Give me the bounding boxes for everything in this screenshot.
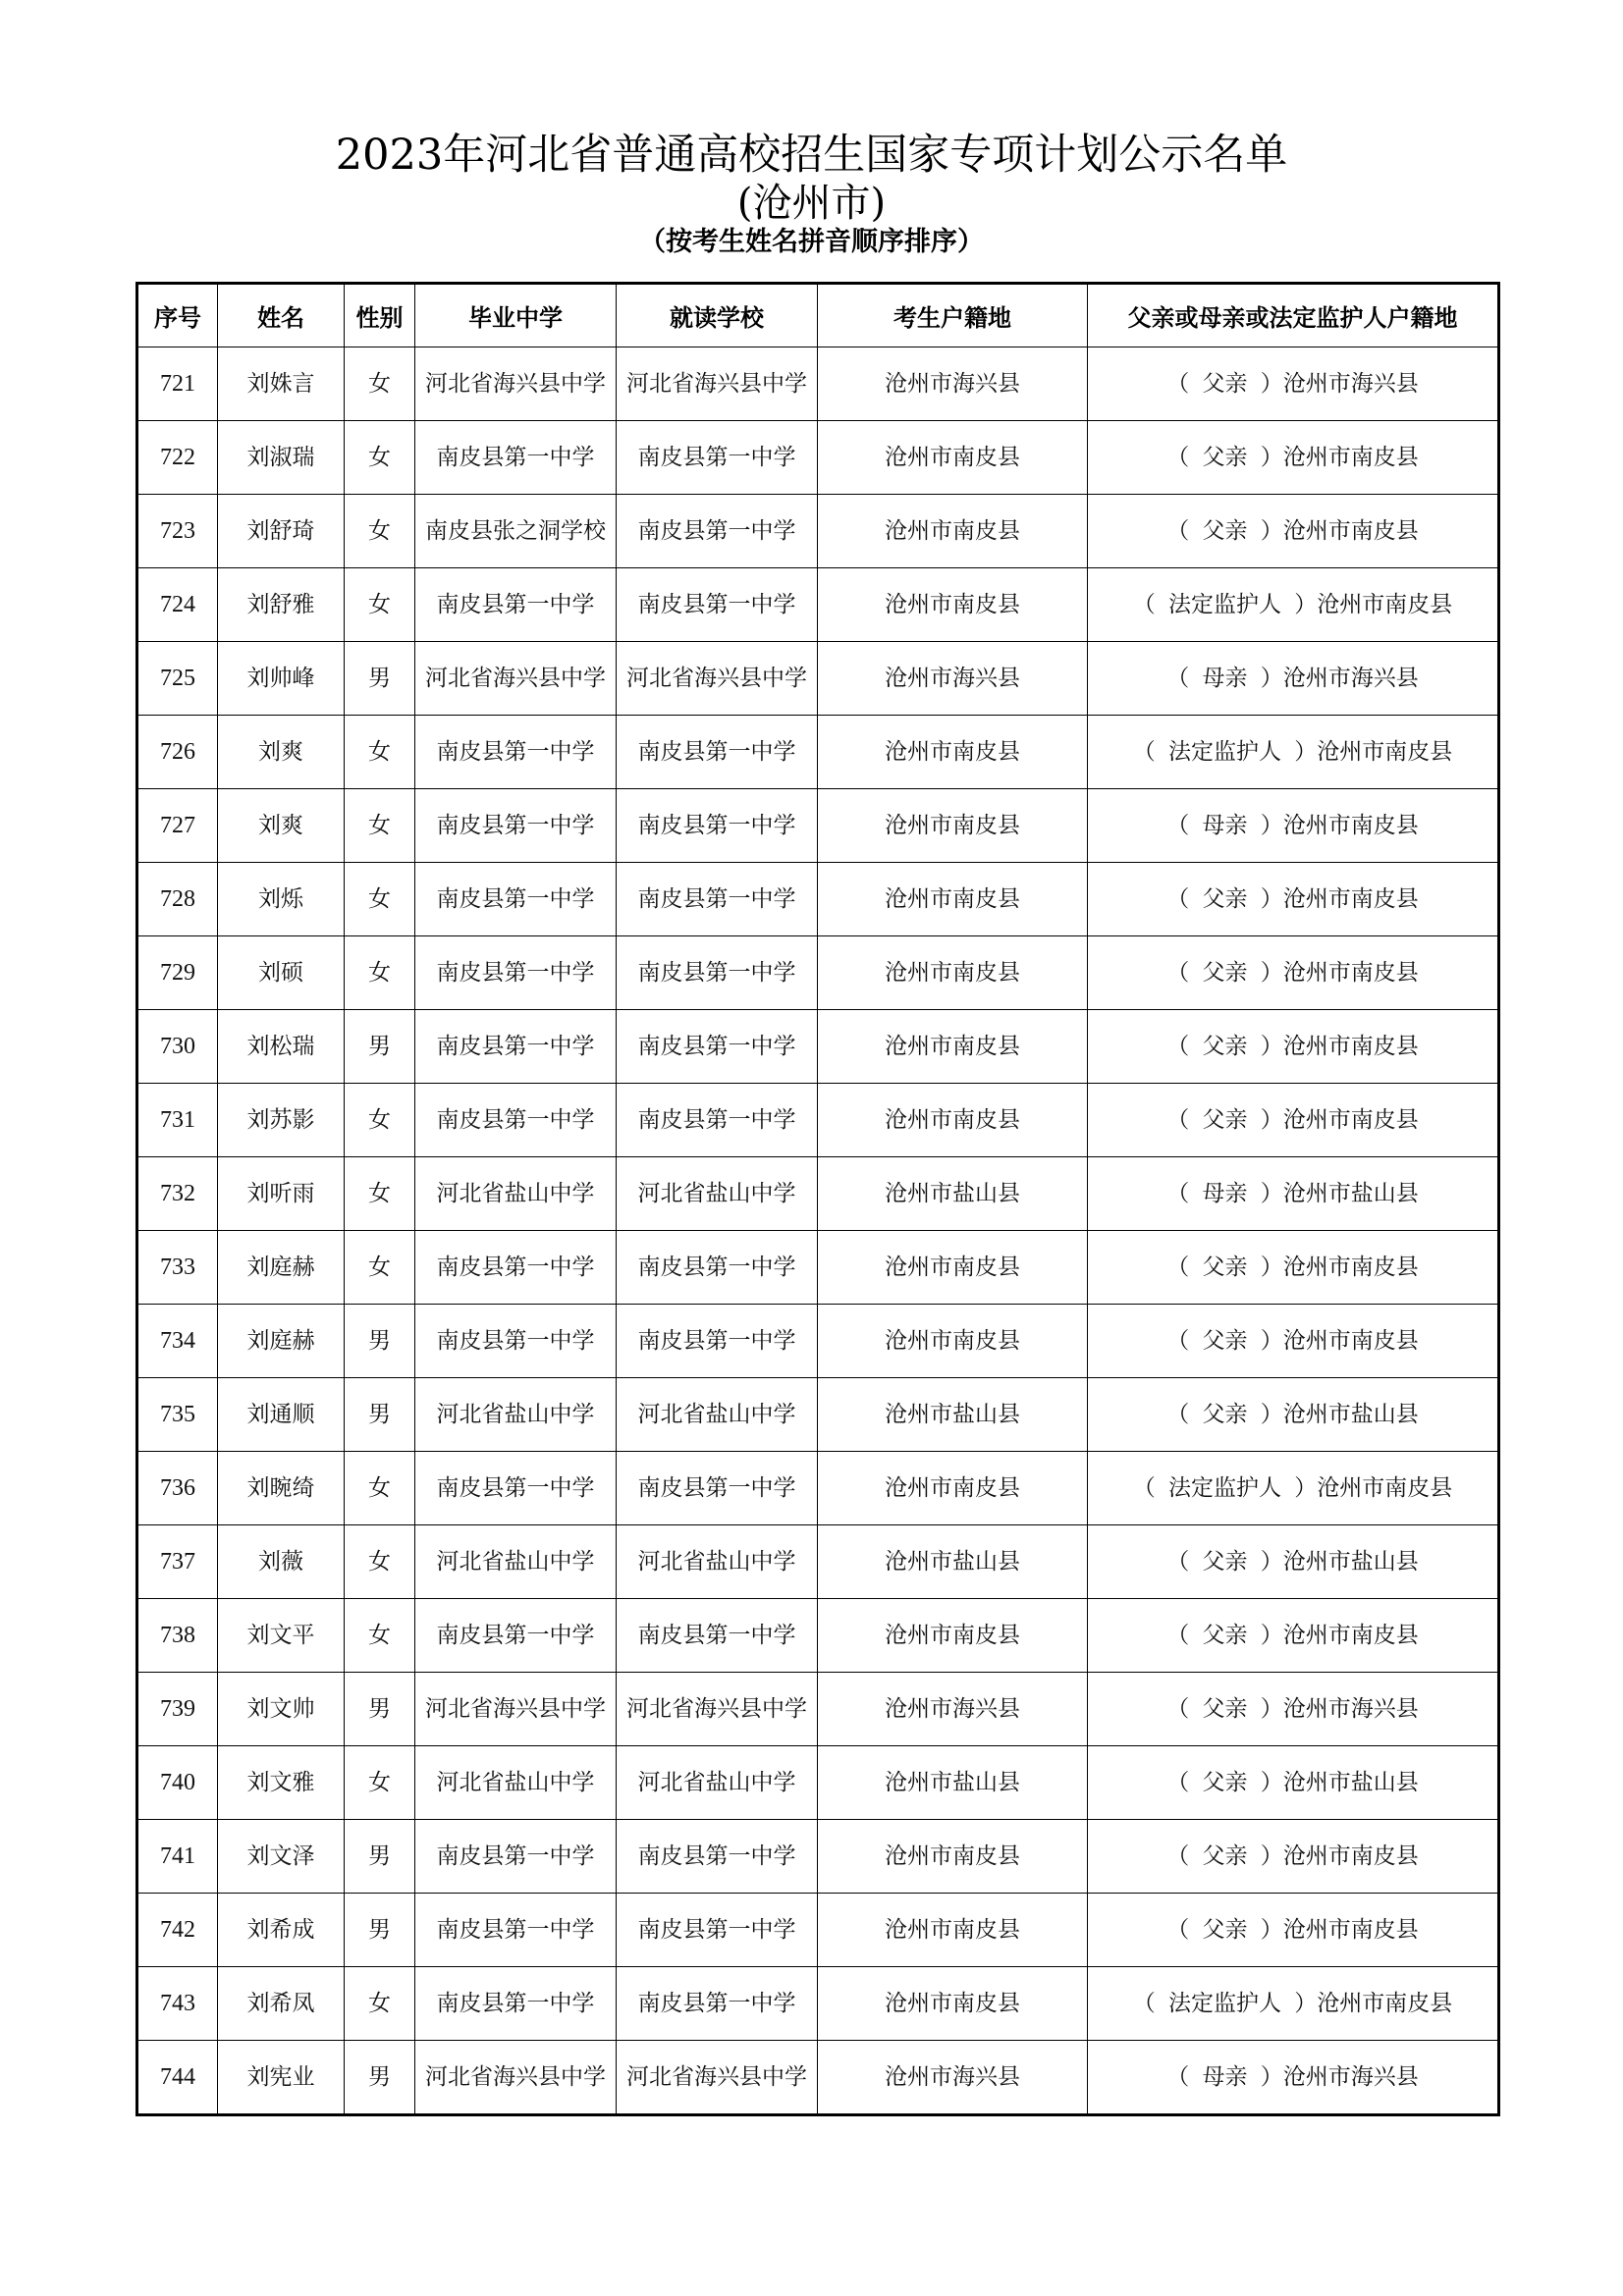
- cell-seq: 723: [137, 495, 218, 568]
- cell-name: 刘爽: [218, 789, 345, 863]
- table-row: [137, 1820, 1499, 1894]
- cell-gender: 女: [345, 568, 415, 642]
- cell-seq: 737: [137, 1525, 218, 1599]
- admission-list-table: [135, 282, 1500, 2116]
- cell-gender: 女: [345, 936, 415, 1010]
- table-row: [137, 2041, 1499, 2115]
- cell-guardian-hukou: （ 父亲 ）沧州市南皮县: [1088, 1820, 1499, 1894]
- header-name: 姓名: [218, 284, 345, 347]
- cell-student-hukou: 沧州市南皮县: [818, 1820, 1088, 1894]
- cell-student-hukou: 沧州市南皮县: [818, 1894, 1088, 1967]
- cell-graduation-school: 河北省盐山中学: [415, 1746, 617, 1820]
- cell-name: 刘帅峰: [218, 642, 345, 716]
- cell-seq: 724: [137, 568, 218, 642]
- cell-seq: 731: [137, 1084, 218, 1157]
- cell-seq: 721: [137, 347, 218, 421]
- cell-guardian-hukou: （ 父亲 ）沧州市南皮县: [1088, 1084, 1499, 1157]
- header-gender: 性别: [345, 284, 415, 347]
- cell-student-hukou: 沧州市南皮县: [818, 421, 1088, 495]
- cell-gender: 女: [345, 347, 415, 421]
- cell-seq: 729: [137, 936, 218, 1010]
- table-row: [137, 1305, 1499, 1378]
- cell-name: 刘烁: [218, 863, 345, 936]
- table-row: [137, 1157, 1499, 1231]
- cell-graduation-school: 南皮县第一中学: [415, 568, 617, 642]
- cell-guardian-hukou: （ 父亲 ）沧州市南皮县: [1088, 1231, 1499, 1305]
- cell-graduation-school: 南皮县第一中学: [415, 1084, 617, 1157]
- table-row: [137, 936, 1499, 1010]
- cell-graduation-school: 南皮县第一中学: [415, 789, 617, 863]
- cell-gender: 女: [345, 716, 415, 789]
- cell-current-school: 南皮县第一中学: [617, 1599, 818, 1673]
- cell-guardian-hukou: （ 父亲 ）沧州市南皮县: [1088, 936, 1499, 1010]
- cell-student-hukou: 沧州市南皮县: [818, 1084, 1088, 1157]
- cell-guardian-hukou: （ 法定监护人 ）沧州市南皮县: [1088, 1967, 1499, 2041]
- header-current-school: 就读学校: [617, 284, 818, 347]
- cell-graduation-school: 南皮县第一中学: [415, 936, 617, 1010]
- table-row: [137, 1673, 1499, 1746]
- cell-guardian-hukou: （ 父亲 ）沧州市南皮县: [1088, 1305, 1499, 1378]
- table-row: [137, 1746, 1499, 1820]
- cell-graduation-school: 河北省海兴县中学: [415, 1673, 617, 1746]
- cell-current-school: 南皮县第一中学: [617, 495, 818, 568]
- cell-guardian-hukou: （ 法定监护人 ）沧州市南皮县: [1088, 716, 1499, 789]
- cell-guardian-hukou: （ 法定监护人 ）沧州市南皮县: [1088, 568, 1499, 642]
- cell-graduation-school: 南皮县第一中学: [415, 1599, 617, 1673]
- header-student-hukou: 考生户籍地: [818, 284, 1088, 347]
- cell-name: 刘希成: [218, 1894, 345, 1967]
- cell-graduation-school: 南皮县第一中学: [415, 863, 617, 936]
- cell-guardian-hukou: （ 父亲 ）沧州市南皮县: [1088, 1599, 1499, 1673]
- cell-current-school: 南皮县第一中学: [617, 1894, 818, 1967]
- cell-current-school: 南皮县第一中学: [617, 1820, 818, 1894]
- cell-current-school: 河北省盐山中学: [617, 1746, 818, 1820]
- cell-name: 刘爽: [218, 716, 345, 789]
- table-row: [137, 716, 1499, 789]
- cell-graduation-school: 南皮县第一中学: [415, 1820, 617, 1894]
- header-seq: 序号: [137, 284, 218, 347]
- cell-name: 刘庭赫: [218, 1305, 345, 1378]
- cell-gender: 女: [345, 789, 415, 863]
- cell-seq: 732: [137, 1157, 218, 1231]
- cell-student-hukou: 沧州市南皮县: [818, 1452, 1088, 1525]
- cell-gender: 男: [345, 1894, 415, 1967]
- cell-gender: 女: [345, 1452, 415, 1525]
- cell-current-school: 南皮县第一中学: [617, 863, 818, 936]
- cell-student-hukou: 沧州市盐山县: [818, 1746, 1088, 1820]
- cell-name: 刘姝言: [218, 347, 345, 421]
- cell-seq: 736: [137, 1452, 218, 1525]
- cell-name: 刘听雨: [218, 1157, 345, 1231]
- cell-current-school: 南皮县第一中学: [617, 789, 818, 863]
- cell-gender: 女: [345, 1084, 415, 1157]
- table-row: [137, 1452, 1499, 1525]
- table-row: [137, 1599, 1499, 1673]
- cell-gender: 男: [345, 1820, 415, 1894]
- cell-gender: 女: [345, 1746, 415, 1820]
- cell-current-school: 南皮县第一中学: [617, 936, 818, 1010]
- cell-graduation-school: 河北省盐山中学: [415, 1378, 617, 1452]
- cell-name: 刘松瑞: [218, 1010, 345, 1084]
- table-row: [137, 568, 1499, 642]
- cell-name: 刘宪业: [218, 2041, 345, 2115]
- cell-name: 刘硕: [218, 936, 345, 1010]
- cell-student-hukou: 沧州市盐山县: [818, 1378, 1088, 1452]
- cell-current-school: 河北省海兴县中学: [617, 2041, 818, 2115]
- cell-name: 刘舒琦: [218, 495, 345, 568]
- cell-current-school: 南皮县第一中学: [617, 1452, 818, 1525]
- table-row: [137, 495, 1499, 568]
- cell-current-school: 南皮县第一中学: [617, 1967, 818, 2041]
- cell-guardian-hukou: （ 父亲 ）沧州市海兴县: [1088, 347, 1499, 421]
- cell-graduation-school: 南皮县第一中学: [415, 1231, 617, 1305]
- cell-student-hukou: 沧州市海兴县: [818, 2041, 1088, 2115]
- cell-current-school: 南皮县第一中学: [617, 1231, 818, 1305]
- cell-name: 刘薇: [218, 1525, 345, 1599]
- cell-gender: 女: [345, 495, 415, 568]
- cell-graduation-school: 河北省盐山中学: [415, 1157, 617, 1231]
- cell-guardian-hukou: （ 法定监护人 ）沧州市南皮县: [1088, 1452, 1499, 1525]
- cell-seq: 738: [137, 1599, 218, 1673]
- cell-current-school: 南皮县第一中学: [617, 1305, 818, 1378]
- table-row: [137, 421, 1499, 495]
- cell-guardian-hukou: （ 母亲 ）沧州市海兴县: [1088, 642, 1499, 716]
- cell-guardian-hukou: （ 父亲 ）沧州市海兴县: [1088, 1673, 1499, 1746]
- cell-gender: 女: [345, 1967, 415, 2041]
- cell-gender: 男: [345, 2041, 415, 2115]
- cell-seq: 743: [137, 1967, 218, 2041]
- cell-name: 刘晼绮: [218, 1452, 345, 1525]
- cell-seq: 739: [137, 1673, 218, 1746]
- cell-seq: 741: [137, 1820, 218, 1894]
- cell-gender: 男: [345, 1673, 415, 1746]
- cell-graduation-school: 河北省海兴县中学: [415, 2041, 617, 2115]
- cell-seq: 734: [137, 1305, 218, 1378]
- cell-student-hukou: 沧州市南皮县: [818, 568, 1088, 642]
- cell-seq: 742: [137, 1894, 218, 1967]
- cell-guardian-hukou: （ 父亲 ）沧州市盐山县: [1088, 1746, 1499, 1820]
- cell-gender: 男: [345, 1010, 415, 1084]
- page-subtitle: (沧州市): [736, 181, 887, 226]
- cell-graduation-school: 河北省盐山中学: [415, 1525, 617, 1599]
- table-row: [137, 1967, 1499, 2041]
- cell-name: 刘文泽: [218, 1820, 345, 1894]
- cell-seq: 744: [137, 2041, 218, 2115]
- page-title: 2023年河北省普通高校招生国家专项计划公示名单: [335, 131, 1288, 180]
- cell-name: 刘舒雅: [218, 568, 345, 642]
- cell-seq: 722: [137, 421, 218, 495]
- cell-student-hukou: 沧州市南皮县: [818, 863, 1088, 936]
- table-row: [137, 1010, 1499, 1084]
- cell-seq: 727: [137, 789, 218, 863]
- cell-graduation-school: 河北省海兴县中学: [415, 642, 617, 716]
- cell-student-hukou: 沧州市南皮县: [818, 789, 1088, 863]
- table-row: [137, 1084, 1499, 1157]
- cell-gender: 女: [345, 1157, 415, 1231]
- cell-guardian-hukou: （ 父亲 ）沧州市南皮县: [1088, 863, 1499, 936]
- cell-student-hukou: 沧州市南皮县: [818, 1231, 1088, 1305]
- cell-current-school: 河北省盐山中学: [617, 1525, 818, 1599]
- cell-current-school: 南皮县第一中学: [617, 421, 818, 495]
- cell-graduation-school: 河北省海兴县中学: [415, 347, 617, 421]
- cell-graduation-school: 南皮县第一中学: [415, 716, 617, 789]
- cell-gender: 女: [345, 1231, 415, 1305]
- cell-gender: 女: [345, 1599, 415, 1673]
- cell-current-school: 河北省盐山中学: [617, 1157, 818, 1231]
- cell-name: 刘文平: [218, 1599, 345, 1673]
- cell-graduation-school: 南皮县第一中学: [415, 1967, 617, 2041]
- cell-current-school: 南皮县第一中学: [617, 716, 818, 789]
- cell-graduation-school: 南皮县第一中学: [415, 1452, 617, 1525]
- sort-note: （按考生姓名拼音顺序排序）: [639, 227, 984, 257]
- table-row: [137, 1378, 1499, 1452]
- cell-current-school: 河北省海兴县中学: [617, 1673, 818, 1746]
- cell-student-hukou: 沧州市南皮县: [818, 1967, 1088, 2041]
- cell-guardian-hukou: （ 父亲 ）沧州市南皮县: [1088, 1010, 1499, 1084]
- table-row: [137, 789, 1499, 863]
- cell-gender: 女: [345, 863, 415, 936]
- cell-gender: 男: [345, 642, 415, 716]
- cell-student-hukou: 沧州市海兴县: [818, 347, 1088, 421]
- cell-guardian-hukou: （ 父亲 ）沧州市南皮县: [1088, 421, 1499, 495]
- cell-student-hukou: 沧州市盐山县: [818, 1157, 1088, 1231]
- cell-current-school: 河北省海兴县中学: [617, 347, 818, 421]
- cell-guardian-hukou: （ 父亲 ）沧州市南皮县: [1088, 1894, 1499, 1967]
- header-guardian-hukou: 父亲或母亲或法定监护人户籍地: [1088, 284, 1499, 347]
- cell-current-school: 南皮县第一中学: [617, 568, 818, 642]
- table-row: [137, 1231, 1499, 1305]
- cell-student-hukou: 沧州市南皮县: [818, 1599, 1088, 1673]
- cell-graduation-school: 南皮县第一中学: [415, 1010, 617, 1084]
- table-row: [137, 642, 1499, 716]
- cell-student-hukou: 沧州市南皮县: [818, 936, 1088, 1010]
- cell-seq: 735: [137, 1378, 218, 1452]
- cell-name: 刘苏影: [218, 1084, 345, 1157]
- cell-seq: 725: [137, 642, 218, 716]
- cell-guardian-hukou: （ 母亲 ）沧州市盐山县: [1088, 1157, 1499, 1231]
- cell-name: 刘淑瑞: [218, 421, 345, 495]
- cell-student-hukou: 沧州市南皮县: [818, 495, 1088, 568]
- table-row: [137, 1525, 1499, 1599]
- cell-current-school: 南皮县第一中学: [617, 1084, 818, 1157]
- table-body: [137, 347, 1499, 2115]
- cell-graduation-school: 南皮县第一中学: [415, 1894, 617, 1967]
- cell-current-school: 河北省盐山中学: [617, 1378, 818, 1452]
- cell-name: 刘文雅: [218, 1746, 345, 1820]
- cell-seq: 726: [137, 716, 218, 789]
- cell-gender: 女: [345, 421, 415, 495]
- cell-gender: 男: [345, 1378, 415, 1452]
- cell-student-hukou: 沧州市南皮县: [818, 716, 1088, 789]
- cell-name: 刘庭赫: [218, 1231, 345, 1305]
- cell-gender: 男: [345, 1305, 415, 1378]
- cell-name: 刘希凤: [218, 1967, 345, 2041]
- cell-current-school: 河北省海兴县中学: [617, 642, 818, 716]
- cell-guardian-hukou: （ 父亲 ）沧州市南皮县: [1088, 495, 1499, 568]
- header-graduation-school: 毕业中学: [415, 284, 617, 347]
- cell-seq: 740: [137, 1746, 218, 1820]
- cell-name: 刘文帅: [218, 1673, 345, 1746]
- cell-guardian-hukou: （ 父亲 ）沧州市盐山县: [1088, 1525, 1499, 1599]
- table-row: [137, 1894, 1499, 1967]
- cell-gender: 女: [345, 1525, 415, 1599]
- cell-student-hukou: 沧州市南皮县: [818, 1305, 1088, 1378]
- cell-seq: 730: [137, 1010, 218, 1084]
- cell-student-hukou: 沧州市南皮县: [818, 1010, 1088, 1084]
- table-header-row: [137, 284, 1499, 347]
- cell-graduation-school: 南皮县张之洞学校: [415, 495, 617, 568]
- cell-seq: 728: [137, 863, 218, 936]
- cell-current-school: 南皮县第一中学: [617, 1010, 818, 1084]
- cell-guardian-hukou: （ 母亲 ）沧州市南皮县: [1088, 789, 1499, 863]
- cell-guardian-hukou: （ 父亲 ）沧州市盐山县: [1088, 1378, 1499, 1452]
- cell-student-hukou: 沧州市盐山县: [818, 1525, 1088, 1599]
- cell-graduation-school: 南皮县第一中学: [415, 421, 617, 495]
- cell-name: 刘通顺: [218, 1378, 345, 1452]
- cell-student-hukou: 沧州市海兴县: [818, 642, 1088, 716]
- cell-guardian-hukou: （ 母亲 ）沧州市海兴县: [1088, 2041, 1499, 2115]
- table-row: [137, 863, 1499, 936]
- cell-seq: 733: [137, 1231, 218, 1305]
- cell-graduation-school: 南皮县第一中学: [415, 1305, 617, 1378]
- table-row: [137, 347, 1499, 421]
- cell-student-hukou: 沧州市海兴县: [818, 1673, 1088, 1746]
